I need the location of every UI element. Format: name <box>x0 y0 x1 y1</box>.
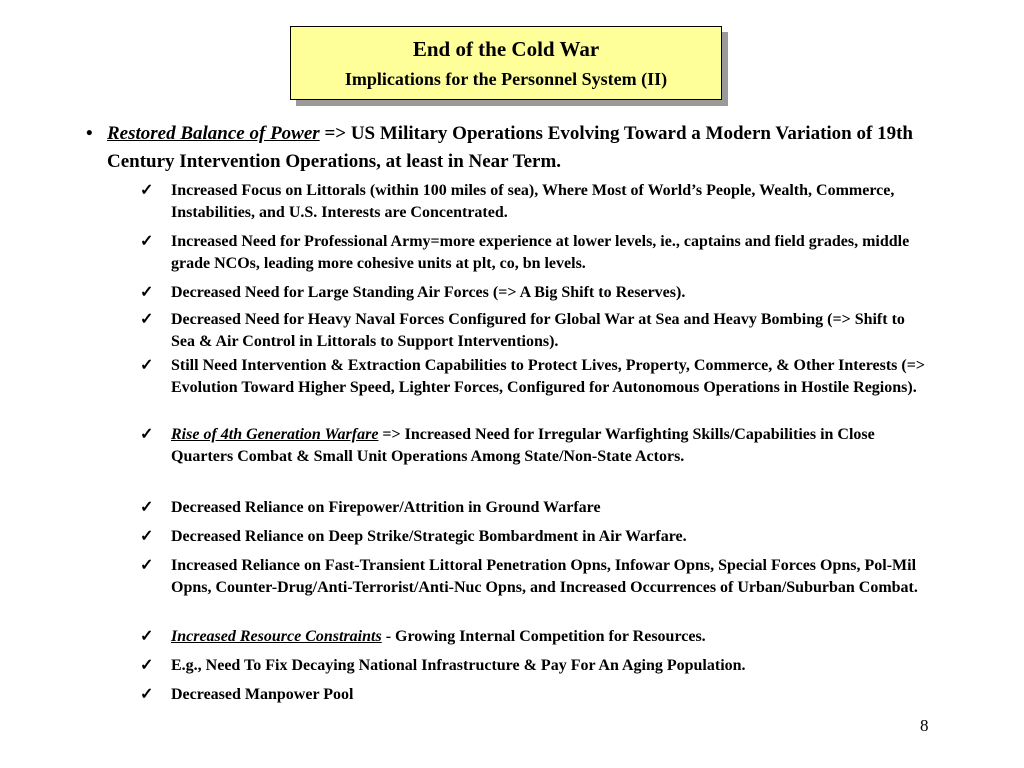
checkmark-icon: ✓ <box>140 657 154 674</box>
main-bullet <box>86 120 926 176</box>
list-item-emphasis: Rise of 4th Generation Warfare <box>171 426 379 443</box>
list-item-text: Decreased Need for Heavy Naval Forces Configured for Global War at Sea and Heavy Bombing (=> Shift to Sea & Air Control in Littorals to Support Interventions). <box>171 311 905 350</box>
list-item-text: Increased Need for Professional Army=more experience at lower levels, ie., captains and field grades, middle grade NCOs, leading more cohesive units at plt, co, bn levels. <box>171 233 910 272</box>
checkmark-icon: ✓ <box>140 499 154 516</box>
list-item-text: Decreased Manpower Pool <box>171 686 354 703</box>
list-item-text: E.g., Need To Fix Decaying National Infrastructure & Pay For An Aging Population. <box>171 657 746 674</box>
bullet-dot-icon: • <box>86 123 93 144</box>
list-item-emphasis: Increased Resource Constraints <box>171 628 382 645</box>
list-item-text: - Growing Internal Competition for Resources. <box>381 628 706 645</box>
list-item-text: Increased Focus on Littorals (within 100 miles of sea), Where Most of World’s People, Wealth, Commerce, Instabilities, and U.S. Interests are Concentrated. <box>171 182 895 221</box>
list-item <box>140 231 930 274</box>
list-item <box>140 309 930 352</box>
checkmark-icon: ✓ <box>140 557 154 574</box>
checkmark-icon: ✓ <box>140 357 154 374</box>
checkmark-icon: ✓ <box>140 528 154 545</box>
list-item <box>140 684 930 706</box>
list-item-text: Increased Reliance on Fast-Transient Littoral Penetration Opns, Infowar Opns, Special Forces Opns, Pol-Mil Opns, Counter-Drug/Anti-Terrorist/Anti-Nuc Opns, and Increased Occurrences of Urban/Suburban Combat. <box>171 557 918 596</box>
checkmark-icon: ✓ <box>140 686 154 703</box>
list-item <box>140 180 930 223</box>
list-item <box>140 282 930 304</box>
list-item <box>140 424 930 467</box>
checkmark-icon: ✓ <box>140 628 154 645</box>
list-item <box>140 355 930 398</box>
slide-subtitle: Implications for the Personnel System (II) <box>344 69 668 89</box>
list-item-text: => Increased Need for Irregular Warfighting Skills/Capabilities in Close Quarters Combat & Small Unit Operations Among State/Non-State Actors. <box>171 426 875 465</box>
checkmark-icon: ✓ <box>140 284 154 301</box>
list-item-text: Decreased Reliance on Deep Strike/Strategic Bombardment in Air Warfare. <box>171 528 687 545</box>
checkmark-icon: ✓ <box>140 233 154 250</box>
checkmark-icon: ✓ <box>140 311 154 328</box>
list-item-text: Decreased Reliance on Firepower/Attrition in Ground Warfare <box>171 499 601 516</box>
list-item <box>140 497 930 519</box>
list-item <box>140 655 930 677</box>
list-item <box>140 555 930 598</box>
checkmark-icon: ✓ <box>140 182 154 199</box>
list-item <box>140 526 930 548</box>
list-item-text: Decreased Need for Large Standing Air Forces (=> A Big Shift to Reserves). <box>171 284 686 301</box>
checkmark-icon: ✓ <box>140 426 154 443</box>
list-item <box>140 626 930 648</box>
page-number: 8 <box>920 716 929 735</box>
list-item-text: Still Need Intervention & Extraction Capabilities to Protect Lives, Property, Commerce, & Other Interests (=> Evolution Toward Higher Speed, Lighter Forces, Configured for Autonomous Operations in Hostile Regions). <box>171 357 925 396</box>
slide-title: End of the Cold War <box>412 37 600 61</box>
main-bullet-emphasis: Restored Balance of Power <box>107 123 320 144</box>
main-bullet-text: => US Military Operations Evolving Toward a Modern Variation of 19th Century Intervention Operations, at least in Near Term. <box>107 123 913 172</box>
